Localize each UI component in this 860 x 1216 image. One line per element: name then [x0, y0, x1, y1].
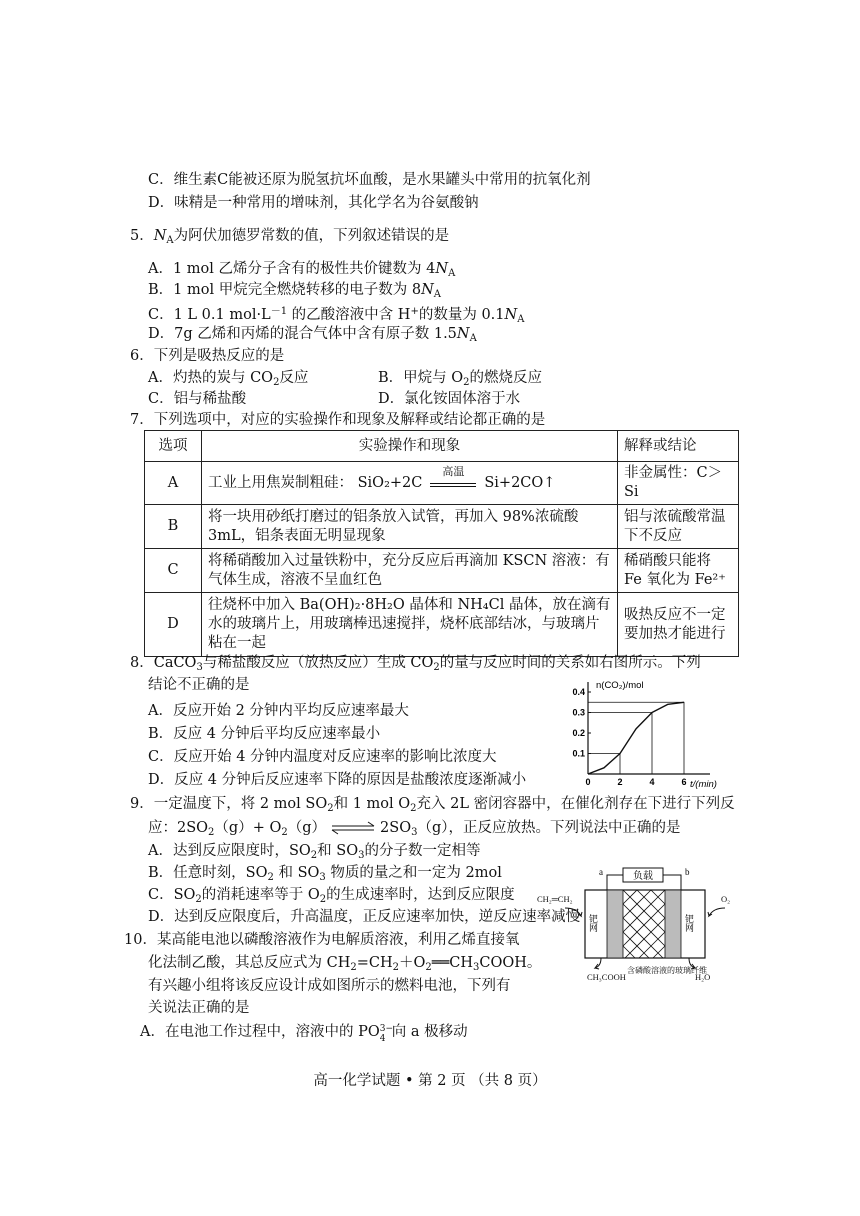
q4-option-c: C．维生素C能被还原为脱氢抗坏血酸，是水果罐头中常用的抗氧化剂: [148, 172, 591, 188]
q10-stem-cont3: 关说法正确的是: [148, 1000, 250, 1016]
table-header-row: [145, 431, 739, 462]
q6-option-d: D．氯化铵固体溶于水: [378, 391, 521, 407]
right-electrode-label: 钯网: [684, 914, 694, 932]
table-header: 实验操作和现象: [202, 431, 618, 462]
q5-option-d: D．7g 乙烯和丙烯的混合气体中含有原子数 $1.5N_A$: [148, 326, 477, 344]
left-electrode-label: 钯网: [588, 914, 598, 932]
table-cell-conclusion: 稀硝酸只能将 Fe 氧化为 Fe²⁺: [618, 549, 739, 593]
y-tick-label: 0.1: [572, 748, 585, 759]
q9-option-b: B．任意时刻，$SO_2$ 和 $SO_3$ 物质的量之和一定为 2mol: [148, 865, 502, 883]
q9-stem-cont: 应：$2SO_2(g)+ O_2(g)$ $2SO_3(g)$，正反应放热。下列说法中正确的是: [148, 820, 681, 838]
series-line: [588, 702, 684, 774]
y-tick-label: 0.3: [572, 707, 585, 718]
table-cell-option: B: [145, 505, 202, 549]
q6-option-a: A．灼热的炭与 $CO_2$反应: [148, 370, 309, 388]
table-row: [145, 462, 739, 505]
table-cell-operation: 往烧杯中加入 Ba(OH)₂·8H₂O 晶体和 NH₄Cl 晶体，放在滴有水的玻璃片上，用玻璃棒迅速搅拌，烧杯底部结冰，与玻璃片粘在一起: [202, 593, 618, 657]
chart-xlabel: t/(min): [690, 779, 717, 790]
electrolyte-label: 含磷酸溶液的玻璃纤维: [627, 966, 707, 975]
q10-option-a: A．在电池工作过程中，溶液中的 PO 3− 4 向 a 极移动: [140, 1024, 468, 1044]
q9-option-d: D．达到反应限度后，升高温度，正反应速率加快，逆反应速率减慢: [148, 909, 581, 925]
experiment-table: [144, 430, 739, 657]
guide-line: [588, 702, 684, 774]
q9-option-a: A．达到反应限度时，$SO_2$和 $SO_3$的分子数一定相等: [148, 843, 481, 861]
electrode-a-label: a: [599, 867, 603, 877]
table-row: [145, 505, 739, 549]
guide-line: [588, 754, 620, 775]
q8-stem-cont: 结论不正确的是: [148, 677, 250, 693]
q9-stem: 9．一定温度下，将 2 mol $SO_2$和 1 mol $O_2$充入 2L 密闭容器中，在催化剂存在下进行下列反: [130, 796, 735, 814]
q6-option-c: C．铝与稀盐酸: [148, 391, 247, 407]
table-cell-operation: 将一块用砂纸打磨过的铝条放入试管，再加入 98%浓硫酸 3mL，铝条表面无明显现象: [202, 505, 618, 549]
y-tick-label: 0.4: [572, 687, 585, 697]
table-cell-conclusion: 吸热反应不一定要加热才能进行: [618, 593, 739, 657]
table-cell-option: C: [145, 549, 202, 593]
q7-stem: 7．下列选项中，对应的实验操作和现象及解释或结论都正确的是: [130, 412, 546, 428]
table-cell-operation: 将稀硝酸加入过量铁粉中，充分反应后再滴加 KSCN 溶液：有气体生成，溶液不呈血红色: [202, 549, 618, 593]
table-header: 解释或结论: [618, 431, 739, 462]
q8-option-b: B．反应 4 分钟后平均反应速率最小: [148, 726, 381, 742]
ethylene-input-label: CH₂═CH₂: [537, 894, 573, 904]
oxygen-input-label: O₂: [721, 894, 731, 904]
equilibrium-arrow-icon: [330, 821, 376, 835]
q10-stem: 10．某高能电池以磷酸溶液作为电解质溶液，利用乙烯直接氧: [124, 932, 520, 948]
q10-stem-cont1: 化法制乙酸，其总反应式为 $CH_2=CH_2+O_2══CH_3COOH$。: [148, 955, 542, 973]
x-tick-label: 2: [617, 777, 623, 787]
table-header: 选项: [145, 431, 202, 462]
acetic-acid-output-label: CH₃COOH: [587, 972, 626, 982]
x-tick-label: 4: [649, 777, 655, 787]
q6-option-b: B．甲烷与 $O_2$的燃烧反应: [378, 370, 543, 388]
table-cell-conclusion: 非金属性：C＞Si: [618, 462, 739, 505]
fuel-cell-diagram: [535, 862, 745, 987]
q5-option-c: C．1 L 0.1 $mol\cdot L^{-1}$ 的乙酸溶液中含 H+的数量为 $0.1N_A$: [148, 306, 525, 325]
electrode-b-label: b: [685, 867, 690, 877]
load-label: 负载: [633, 871, 653, 882]
table-cell-option: D: [145, 593, 202, 657]
table-row: [145, 549, 739, 593]
x-tick-label: 6: [681, 777, 687, 787]
y-tick-label: 0.2: [572, 728, 585, 738]
water-output-label: H₂O: [695, 972, 711, 982]
q8-stem: 8．CaCO$_3$与稀盐酸反应（放热反应）生成 $CO_2$的量与反应时间的关系如右图所示。下列: [130, 655, 701, 673]
page-footer: 高一化学试题 • 第 2 页 （共 8 页）: [313, 1073, 547, 1089]
table-cell-option: A: [145, 462, 202, 505]
x-tick-label: 0: [585, 777, 591, 787]
q4-option-d: D．味精是一种常用的增味剂，其化学名为谷氨酸钠: [148, 195, 479, 211]
table-cell-operation: 工业上用焦炭制粗硅： SiO₂+2C 高温 Si+2CO↑: [202, 462, 618, 505]
q8-option-a: A．反应开始 2 分钟内平均反应速率最大: [148, 703, 409, 719]
reaction-condition: 高温: [428, 474, 478, 492]
q5-option-b: B．1 mol 甲烷完全燃烧转移的电子数为 $8N_A$: [148, 282, 441, 300]
q6-stem: 6．下列是吸热反应的是: [130, 348, 285, 364]
q8-option-d: D．反应 4 分钟后反应速率下降的原因是盐酸浓度逐渐减小: [148, 772, 527, 788]
q10-stem-cont2: 有兴趣小组将该反应设计成如图所示的燃料电池，下列有: [148, 978, 511, 994]
q5-stem: 5．$N_A$为阿伏加德罗常数的值，下列叙述错误的是: [130, 228, 450, 246]
q9-option-c: C．$SO_2$的消耗速率等于 $O_2$的生成速率时，达到反应限度: [148, 887, 515, 905]
co2-time-chart: [570, 676, 720, 791]
table-cell-conclusion: 铝与浓硫酸常温下不反应: [618, 505, 739, 549]
table-row: [145, 593, 739, 657]
chart-ylabel: n(CO₂)/mol: [596, 680, 644, 691]
q8-option-c: C．反应开始 4 分钟内温度对反应速率的影响比浓度大: [148, 749, 497, 765]
q5-option-a: A．1 mol 乙烯分子含有的极性共价键数为 $4N_A$: [148, 261, 456, 279]
